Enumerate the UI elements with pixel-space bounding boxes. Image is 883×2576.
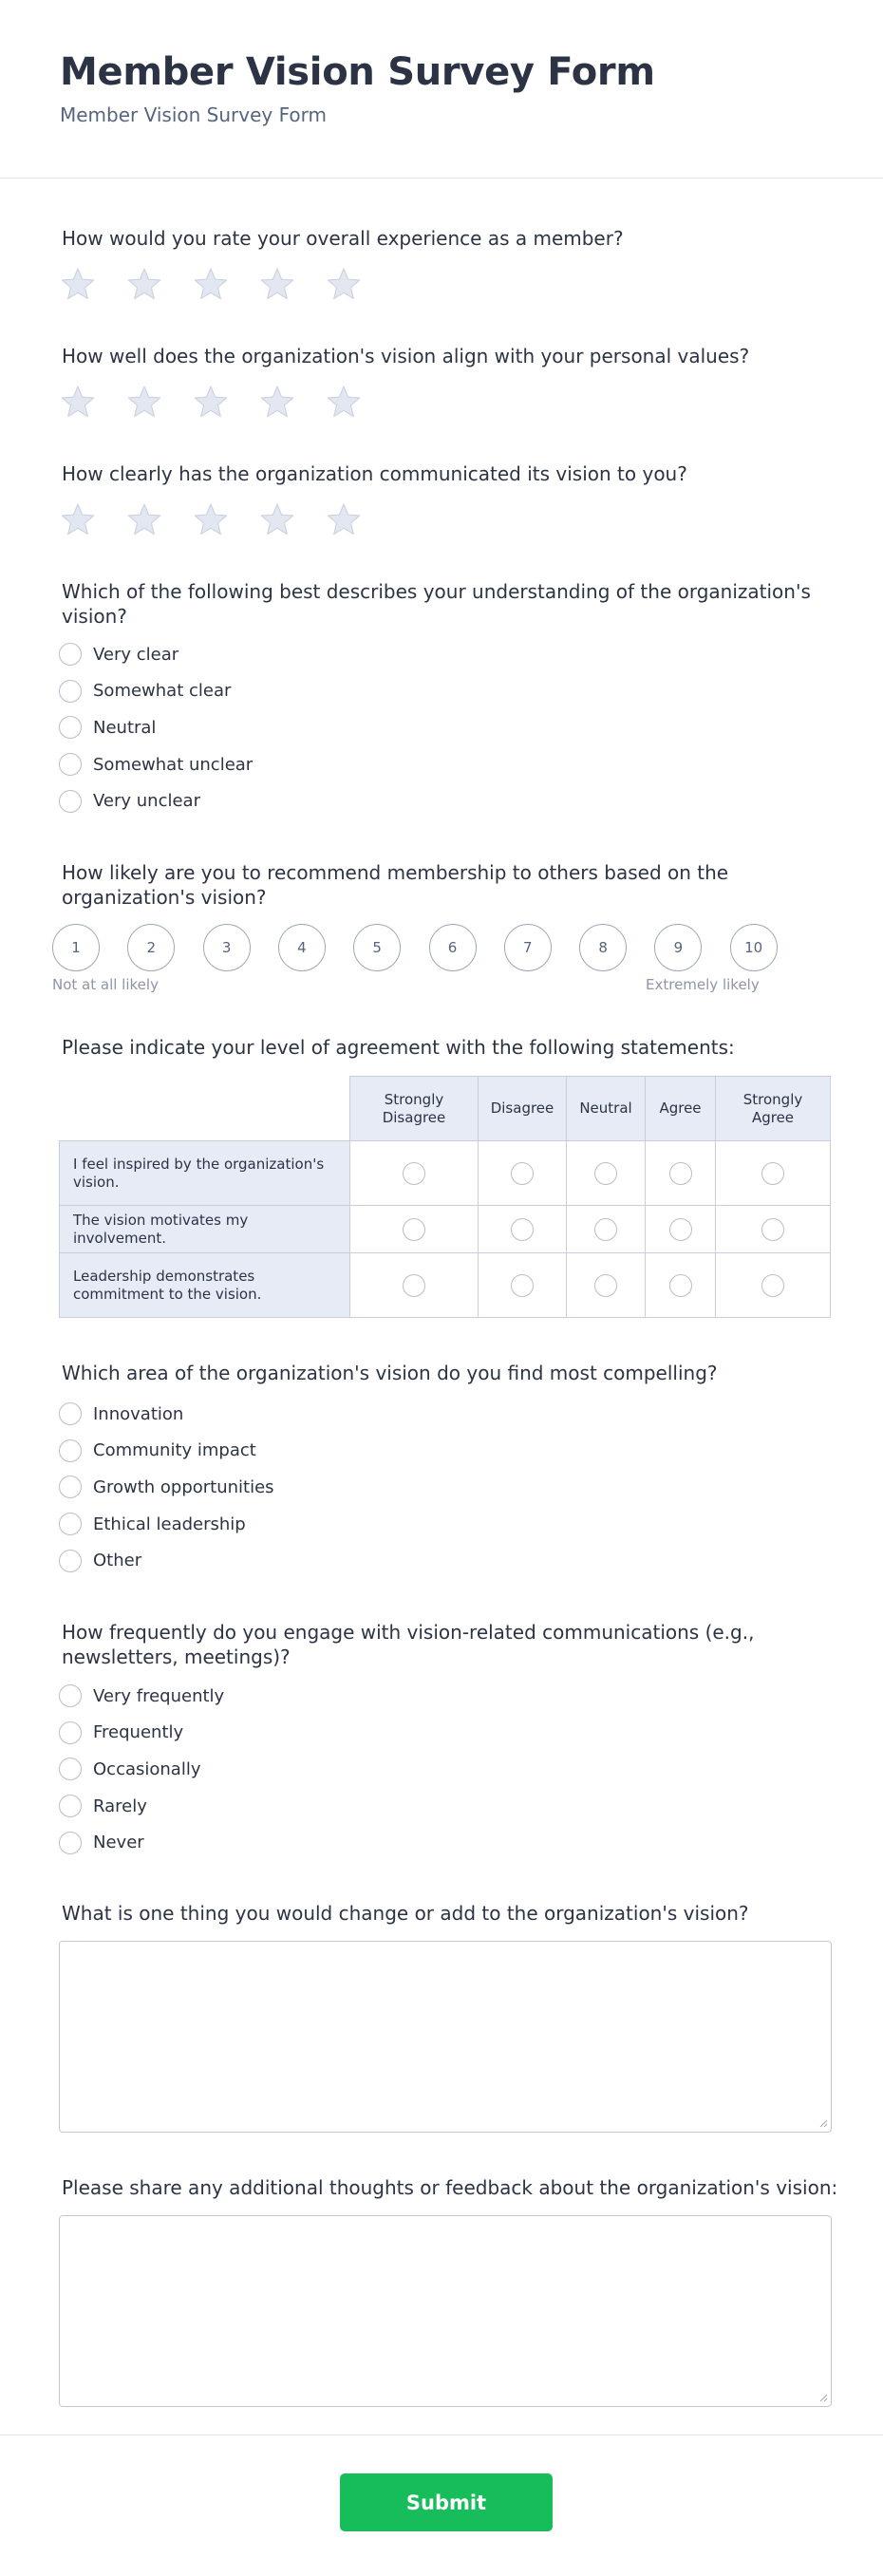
star-icon[interactable] — [258, 501, 296, 539]
matrix-column-header: Disagree — [479, 1077, 567, 1141]
matrix-column-header: Agree — [646, 1077, 716, 1141]
question-vision-change: What is one thing you would change or add to the organization's vision? — [62, 1902, 749, 1925]
radio-option-label: Very unclear — [93, 791, 200, 812]
matrix-column-header: Strongly Agree — [716, 1077, 831, 1141]
form-header — [0, 0, 883, 179]
star-icon[interactable] — [258, 266, 296, 304]
matrix-corner — [60, 1077, 350, 1141]
scale-option[interactable]: 1 — [52, 924, 100, 971]
radio-button[interactable] — [761, 1274, 784, 1297]
radio-option-label: Growth opportunities — [93, 1476, 274, 1497]
matrix-header-row — [60, 1077, 831, 1141]
radio-option-frequency[interactable] — [59, 1678, 224, 1715]
question-communication-frequency: How frequently do you engage with vision-related communications (e.g., newsletters, meetings)? — [62, 1621, 755, 1668]
radio-button[interactable] — [59, 1684, 82, 1707]
radio-option-label: Somewhat unclear — [93, 754, 254, 775]
radio-button[interactable] — [59, 643, 82, 666]
radio-button[interactable] — [669, 1162, 692, 1185]
radio-option-compelling[interactable] — [59, 1542, 274, 1579]
star-icon[interactable] — [59, 266, 97, 304]
radio-option-label: Occasionally — [93, 1758, 201, 1779]
scale-option[interactable]: 3 — [203, 924, 251, 971]
submit-button[interactable]: Submit — [340, 2473, 553, 2531]
options-communication-frequency — [59, 1678, 224, 1861]
radio-button[interactable] — [511, 1162, 534, 1185]
star-icon[interactable] — [59, 501, 97, 539]
vision-change-textarea[interactable] — [59, 1941, 832, 2133]
radio-button[interactable] — [511, 1218, 534, 1241]
scale-option[interactable]: 2 — [127, 924, 175, 971]
matrix-cell[interactable] — [350, 1206, 479, 1253]
scale-option[interactable]: 10 — [730, 924, 778, 971]
radio-button[interactable] — [59, 790, 82, 813]
question-additional-feedback: Please share any additional thoughts or feedback about the organization's vision: — [62, 2176, 838, 2199]
radio-option-label: Innovation — [93, 1403, 184, 1424]
radio-option-compelling[interactable] — [59, 1469, 274, 1506]
radio-button[interactable] — [59, 1476, 82, 1498]
form-footer — [0, 2435, 883, 2576]
agreement-matrix — [59, 1076, 831, 1318]
star-icon[interactable] — [325, 501, 363, 539]
radio-option-understanding[interactable] — [59, 782, 253, 819]
question-vision-alignment: How well does the organization's vision align with your personal values? — [62, 345, 750, 367]
radio-option-label: Frequently — [93, 1722, 184, 1743]
matrix-cell[interactable] — [350, 1253, 479, 1318]
matrix-cell[interactable] — [479, 1141, 567, 1206]
matrix-cell[interactable] — [646, 1206, 716, 1253]
radio-option-label: Other — [93, 1551, 142, 1571]
matrix-cell[interactable] — [567, 1141, 646, 1206]
radio-option-label: Very frequently — [93, 1685, 225, 1706]
radio-button[interactable] — [511, 1274, 534, 1297]
radio-option-understanding[interactable] — [59, 636, 253, 673]
star-icon[interactable] — [192, 266, 230, 304]
radio-button[interactable] — [59, 1721, 82, 1744]
radio-button[interactable] — [669, 1218, 692, 1241]
radio-option-understanding[interactable] — [59, 709, 253, 746]
additional-feedback-textarea[interactable] — [59, 2215, 832, 2407]
scale-option[interactable]: 6 — [429, 924, 477, 971]
question-vision-communication: How clearly has the organization communicated its vision to you? — [62, 462, 687, 485]
radio-button[interactable] — [403, 1218, 425, 1241]
options-compelling-area — [59, 1396, 274, 1579]
radio-button[interactable] — [59, 1402, 82, 1425]
star-icon[interactable] — [192, 384, 230, 422]
form-title: Member Vision Survey Form — [60, 50, 655, 94]
matrix-cell[interactable] — [646, 1141, 716, 1206]
scale-option[interactable]: 7 — [504, 924, 552, 971]
radio-button[interactable] — [59, 680, 82, 703]
matrix-row-label: I feel inspired by the organization's vision. — [60, 1141, 350, 1206]
matrix-row — [60, 1253, 831, 1318]
matrix-cell[interactable] — [716, 1206, 831, 1253]
star-icon[interactable] — [59, 384, 97, 422]
question-agreement-statements: Please indicate your level of agreement with the following statements: — [62, 1036, 735, 1059]
matrix-column-header: Neutral — [567, 1077, 646, 1141]
radio-button[interactable] — [59, 1550, 82, 1572]
matrix-row-label: The vision motivates my involvement. — [60, 1206, 350, 1253]
options-vision-understanding — [59, 636, 253, 819]
matrix-cell[interactable] — [567, 1206, 646, 1253]
matrix-body — [60, 1141, 831, 1318]
radio-button[interactable] — [403, 1274, 425, 1297]
question-overall-experience: How would you rate your overall experience as a member? — [62, 227, 624, 250]
radio-option-frequency[interactable] — [59, 1751, 224, 1788]
form-subtitle: Member Vision Survey Form — [60, 103, 327, 126]
question-compelling-area: Which area of the organization's vision do you find most compelling? — [62, 1362, 718, 1384]
star-rating-vision-alignment — [59, 384, 363, 422]
star-rating-overall-experience — [59, 266, 363, 304]
scale-option[interactable]: 5 — [353, 924, 401, 971]
matrix-cell[interactable] — [646, 1253, 716, 1318]
radio-button[interactable] — [59, 1795, 82, 1817]
radio-option-frequency[interactable] — [59, 1788, 224, 1825]
radio-button[interactable] — [761, 1162, 784, 1185]
matrix-row — [60, 1206, 831, 1253]
star-icon[interactable] — [325, 384, 363, 422]
radio-button[interactable] — [594, 1162, 617, 1185]
radio-option-frequency[interactable] — [59, 1824, 224, 1861]
scale-option[interactable]: 8 — [579, 924, 627, 971]
radio-option-label: Somewhat clear — [93, 681, 232, 702]
radio-button[interactable] — [59, 1513, 82, 1535]
question-recommend-likelihood: How likely are you to recommend membership to others based on the organization's vision? — [62, 861, 729, 909]
radio-button[interactable] — [59, 716, 82, 739]
radio-button[interactable] — [669, 1274, 692, 1297]
radio-option-understanding[interactable] — [59, 746, 253, 783]
star-icon[interactable] — [258, 384, 296, 422]
radio-button[interactable] — [59, 753, 82, 776]
radio-option-label: Rarely — [93, 1796, 147, 1816]
radio-button[interactable] — [59, 1439, 82, 1462]
matrix-cell[interactable] — [716, 1253, 831, 1318]
radio-button[interactable] — [59, 1832, 82, 1854]
question-vision-understanding: Which of the following best describes your understanding of the organization's vision? — [62, 580, 811, 628]
star-icon[interactable] — [125, 384, 163, 422]
radio-button[interactable] — [761, 1218, 784, 1241]
matrix-cell[interactable] — [567, 1253, 646, 1318]
matrix-cell[interactable] — [350, 1141, 479, 1206]
star-icon[interactable] — [192, 501, 230, 539]
radio-option-label: Ethical leadership — [93, 1514, 246, 1534]
scale-max-label: Extremely likely — [646, 976, 760, 993]
matrix-cell[interactable] — [479, 1253, 567, 1318]
matrix-column-header: Strongly Disagree — [350, 1077, 479, 1141]
scale-option[interactable]: 4 — [278, 924, 326, 971]
star-rating-vision-communication — [59, 501, 363, 539]
scale-recommend-likelihood — [52, 924, 783, 971]
radio-option-label: Neutral — [93, 717, 157, 738]
radio-option-label: Never — [93, 1833, 144, 1853]
radio-button[interactable] — [403, 1162, 425, 1185]
matrix-row — [60, 1141, 831, 1206]
scale-option[interactable]: 9 — [654, 924, 702, 971]
star-icon[interactable] — [125, 501, 163, 539]
radio-option-label: Very clear — [93, 644, 179, 665]
matrix-cell[interactable] — [479, 1206, 567, 1253]
radio-button[interactable] — [594, 1274, 617, 1297]
scale-min-label: Not at all likely — [52, 976, 159, 993]
radio-option-understanding[interactable] — [59, 673, 253, 710]
matrix-row-label: Leadership demonstrates commitment to the vision. — [60, 1253, 350, 1318]
radio-option-compelling[interactable] — [59, 1433, 274, 1470]
matrix-cell[interactable] — [716, 1141, 831, 1206]
radio-option-label: Community impact — [93, 1440, 256, 1461]
radio-button[interactable] — [59, 1758, 82, 1780]
star-icon[interactable] — [325, 266, 363, 304]
star-icon[interactable] — [125, 266, 163, 304]
radio-option-compelling[interactable] — [59, 1506, 274, 1543]
radio-option-compelling[interactable] — [59, 1396, 274, 1433]
radio-option-frequency[interactable] — [59, 1715, 224, 1752]
radio-button[interactable] — [594, 1218, 617, 1241]
